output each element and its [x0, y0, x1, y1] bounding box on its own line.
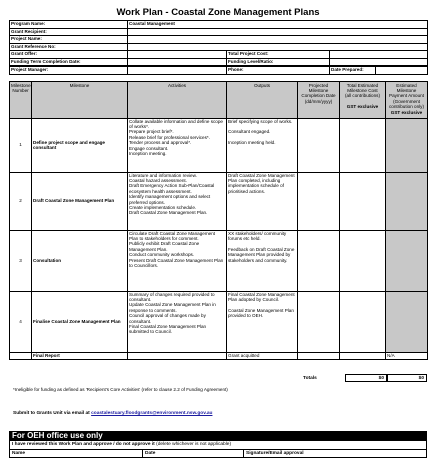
milestone-name[interactable]: Define project scope and engage consultant: [32, 118, 128, 172]
project-details-table: [9, 20, 428, 66]
page-title: Work Plan - Coastal Zone Management Plans: [116, 7, 320, 18]
milestone-outputs[interactable]: Brief specifying scope of works. Consultant engaged. Inception meeting held.: [227, 118, 298, 172]
col-milestone-number: Milestone Number: [10, 81, 32, 118]
grants-email-link[interactable]: coastalestuary.floodgrants@environment.nsw.gov.au: [91, 411, 213, 416]
oeh-heading: For OEH office use only: [9, 431, 427, 441]
milestone-date-field[interactable]: [298, 118, 340, 172]
program-name-value[interactable]: Coastal Management: [128, 21, 428, 29]
col-activities: Activities: [128, 81, 227, 118]
total-payment-value: $0: [387, 374, 427, 382]
milestone-activities[interactable]: Summary of changes required provided to consultant. Update Coastal Zone Management Plan in response to comments. Council approval of changes made by consultant. Final Coastal Zone Management Plan submitted to Council.: [128, 291, 227, 352]
oeh-date-field[interactable]: Date: [143, 450, 244, 457]
final-report-row: [10, 352, 428, 360]
milestone-payment-field[interactable]: [386, 291, 428, 352]
date-prepared-field[interactable]: [376, 67, 428, 75]
totals-label: Totals: [303, 376, 317, 381]
work-plan-page: [9, 6, 427, 456]
submit-instruction: [13, 411, 212, 416]
payment-gst-note: GST exclusive: [390, 109, 423, 115]
oeh-review-note: (delete whichever is not applicable): [154, 442, 232, 447]
date-prepared-label: Date Prepared:: [330, 67, 376, 75]
milestone-cost-field[interactable]: [340, 172, 386, 230]
final-report-payment[interactable]: N/A: [386, 352, 428, 360]
table-row: [10, 291, 428, 352]
oeh-review-statement: [9, 441, 427, 450]
milestone-cost-field[interactable]: [340, 230, 386, 291]
payment-title: Estimated Milestone Payment Amount: [389, 82, 424, 99]
milestone-date-field[interactable]: [298, 172, 340, 230]
grant-offer-label: Grant Offer:: [10, 51, 128, 59]
milestone-outputs[interactable]: XX stakeholders/ community forums etc held. Feedback on Draft Coastal Zone Management Plan provided by stakeholders and community.: [227, 230, 298, 291]
milestone-outputs[interactable]: Final Coastal Zone Management Plan adopted by Council. Coastal Zone Management Plan provided to OEH.: [227, 291, 298, 352]
total-cost-value: $0: [345, 374, 387, 382]
table-row: [10, 118, 428, 172]
table-row: [10, 230, 428, 291]
funding-level-field[interactable]: [330, 58, 428, 66]
milestone-number: 2: [10, 172, 32, 230]
grant-recipient-field[interactable]: [128, 28, 428, 36]
oeh-signature-field[interactable]: Signature/Email approval: [246, 451, 304, 456]
milestones-table: [9, 81, 428, 361]
grant-offer-field[interactable]: [128, 51, 227, 59]
milestone-name[interactable]: Consultation: [32, 230, 128, 291]
funding-level-label: Funding Level/Ratio:: [227, 58, 330, 66]
submit-text: Submit to Grants Unit via email at: [13, 411, 90, 416]
table-row: [10, 172, 428, 230]
ineligible-footnote: *Ineligible for funding as defined as 'Recipient's Core Activities' (refer to clause 2.2 of Funding Agreement): [13, 387, 228, 392]
final-report-date-field[interactable]: [298, 352, 340, 360]
milestone-name[interactable]: Draft Coastal Zone Management Plan: [32, 172, 128, 230]
project-name-label: Project Name:: [10, 36, 128, 44]
col-completion-date: Projected Milestone Completion Date (dd/mm/yyyy): [298, 81, 340, 118]
milestone-cost-field[interactable]: [340, 291, 386, 352]
grant-reference-field[interactable]: [128, 43, 428, 51]
col-payment-amount: [386, 81, 428, 118]
oeh-approval-fields: [9, 450, 427, 458]
milestone-cost-field[interactable]: [340, 118, 386, 172]
cost-title: Total Estimated Milestone Cost: [346, 82, 379, 93]
phone-label: Phone:: [227, 67, 330, 75]
cost-sub: (all contributions): [345, 93, 380, 99]
project-name-field[interactable]: [128, 36, 428, 44]
project-manager-field[interactable]: [128, 67, 227, 75]
payment-sub: (Government contribution only): [389, 98, 424, 110]
totals-row: [9, 374, 427, 384]
milestone-date-field[interactable]: [298, 291, 340, 352]
milestone-activities[interactable]: Collate available information and define scope of works*. Prepare project brief*. Release brief for professional services*. Tender process and approval*. Engage consultant. Inception meeting.: [128, 118, 227, 172]
cost-gst-note: GST exclusive: [346, 103, 379, 109]
milestone-outputs[interactable]: Draft Coastal Zone Management Plan completed, including implementation schedule of prioritised actions.: [227, 172, 298, 230]
total-project-cost-field[interactable]: [330, 51, 428, 59]
project-manager-label: Project Manager:: [10, 67, 128, 75]
milestone-payment-field[interactable]: [386, 230, 428, 291]
grant-reference-label: Grant Reference No:: [10, 43, 128, 51]
final-report-label: Final Report: [32, 352, 128, 360]
oeh-name-field[interactable]: Name: [10, 450, 143, 457]
col-milestone: Milestone: [32, 81, 128, 118]
milestone-name[interactable]: Finalise Coastal Zone Management Plan: [32, 291, 128, 352]
col-estimated-cost: [340, 81, 386, 118]
milestone-number: 4: [10, 291, 32, 352]
final-report-cost-field[interactable]: [340, 352, 386, 360]
oeh-office-use-section: [9, 431, 427, 458]
funding-term-field[interactable]: [128, 58, 227, 66]
program-name-label: Program Name:: [10, 21, 128, 29]
funding-term-label: Funding Term Completion Date:: [10, 58, 128, 66]
project-manager-table: [9, 66, 428, 75]
final-report-output[interactable]: Grant acquitted: [227, 352, 298, 360]
oeh-review-bold: I have reviewed this Work Plan and approve / do not approve it: [12, 442, 155, 447]
milestone-number: 1: [10, 118, 32, 172]
milestone-payment-field[interactable]: [386, 172, 428, 230]
milestone-activities[interactable]: Circulate Draft Coastal Zone Management Plan to stakeholders for comment. Publicly exhibit Draft Coastal Zone Management Plan. Conduct community workshops. Present Draft Coastal Zone Management Plan to Councillors.: [128, 230, 227, 291]
total-project-cost-label: Total Project Cost:: [227, 51, 330, 59]
final-report-activities-field[interactable]: [128, 352, 227, 360]
milestone-date-field[interactable]: [298, 230, 340, 291]
col-outputs: Outputs: [227, 81, 298, 118]
milestone-payment-field[interactable]: [386, 118, 428, 172]
milestone-number: 3: [10, 230, 32, 291]
milestone-activities[interactable]: Literature and information review. Coastal hazard assessment. Draft Emergency Action Sub-Plan/Coastal ecosystem health assessment. Identify management options and select preferred options. Create implementation schedule. Draft Coastal Zone Management Plan.: [128, 172, 227, 230]
grant-recipient-label: Grant Recipient:: [10, 28, 128, 36]
